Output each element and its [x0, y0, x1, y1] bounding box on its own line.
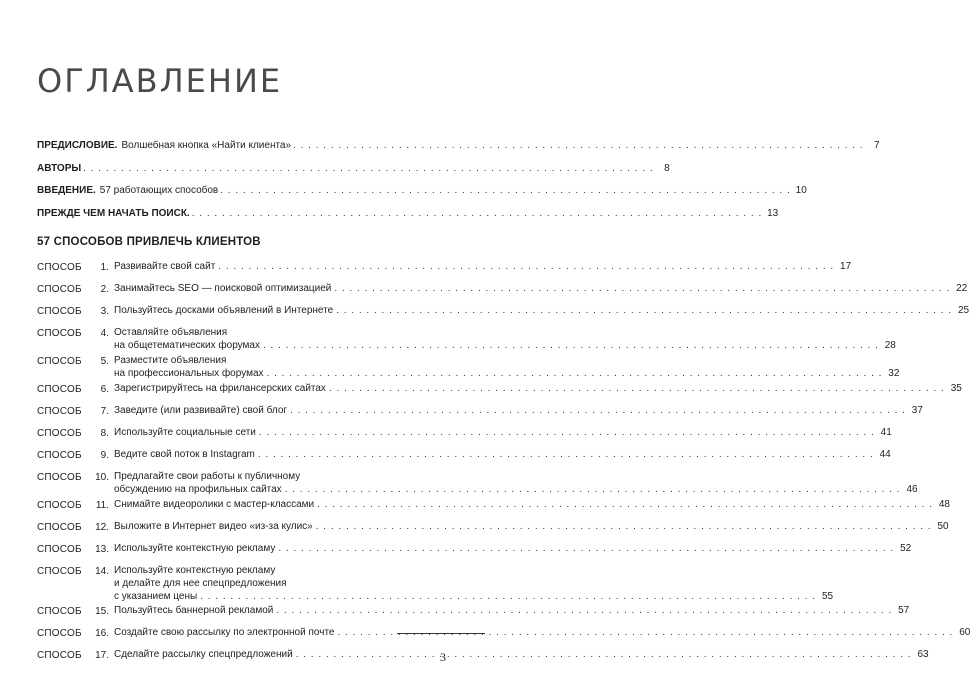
way-text-block	[114, 604, 909, 617]
entry-page-number: 8	[664, 162, 670, 174]
toc-entry-way[interactable]	[37, 282, 968, 304]
way-label: СПОСОБ	[37, 566, 82, 577]
dot-leader	[334, 282, 950, 295]
toc-entry-way[interactable]	[37, 260, 852, 282]
toc-entry-way[interactable]	[37, 448, 891, 470]
way-number: 7.	[100, 406, 109, 417]
way-text-block	[114, 260, 851, 273]
entry-page-number: 35	[950, 383, 962, 394]
way-label: СПОСОБ	[37, 522, 82, 533]
way-text-block	[114, 520, 949, 533]
entry-page-number: 41	[880, 427, 892, 438]
dot-leader	[290, 404, 906, 417]
toc-entry-way[interactable]	[37, 354, 900, 382]
entry-page-number: 63	[917, 649, 929, 660]
footer-divider	[397, 633, 485, 634]
entry-page-number: 44	[879, 449, 891, 460]
toc-entry-way[interactable]	[37, 648, 929, 670]
entry-heading: АВТОРЫ	[37, 162, 82, 174]
way-label: СПОСОБ	[37, 356, 82, 367]
way-title-last-line	[114, 282, 967, 295]
dot-leader	[218, 260, 834, 273]
entry-page-number: 37	[911, 405, 923, 416]
way-text-block	[114, 426, 892, 439]
toc-entry-before-search[interactable]	[37, 207, 779, 231]
way-title-last-line	[114, 367, 899, 380]
entry-page-number: 22	[956, 283, 968, 294]
entry-page-number: 7	[874, 140, 880, 151]
entry-page-number: 48	[938, 499, 950, 510]
way-number: 1.	[100, 262, 109, 273]
toc-entry-way[interactable]	[37, 626, 970, 648]
way-title-last-line	[114, 626, 970, 639]
entry-page-number: 32	[888, 368, 900, 379]
way-title-line: на общетематических форумах	[114, 340, 260, 351]
way-number: 8.	[100, 428, 109, 439]
entry-page-number: 13	[767, 207, 779, 219]
way-label: СПОСОБ	[37, 406, 82, 417]
entry-subtitle: 57 работающих способов	[99, 185, 219, 196]
toc-entry-way[interactable]	[37, 542, 912, 564]
way-title-line: обсуждению на профильных сайтах	[114, 484, 282, 495]
dot-leader	[267, 367, 883, 380]
way-text-block	[114, 326, 896, 352]
way-title-line: Развивайте свой сайт	[114, 261, 216, 272]
way-title-last-line	[114, 382, 962, 395]
entry-page-number: 55	[821, 591, 834, 602]
toc-entry-way[interactable]	[37, 520, 949, 542]
entry-page-number: 10	[795, 185, 807, 196]
way-text-block	[114, 470, 918, 496]
toc-entry-way[interactable]	[37, 470, 918, 498]
dot-leader	[276, 604, 892, 617]
dot-leader	[278, 542, 894, 555]
way-title-last-line	[114, 404, 923, 417]
way-label: СПОСОБ	[37, 650, 82, 661]
way-title-line: Предлагайте свои работы к публичному	[114, 471, 301, 482]
entry-page-number: 50	[937, 521, 949, 532]
way-text-block	[114, 648, 929, 661]
dot-leader	[329, 382, 945, 395]
way-title-last-line	[114, 426, 892, 439]
way-label: СПОСОБ	[37, 500, 82, 511]
way-title-line: Используйте контекстную рекламу	[114, 565, 276, 576]
way-text-block	[114, 354, 899, 380]
way-label: СПОСОБ	[37, 328, 82, 339]
toc-entry-way[interactable]	[37, 426, 892, 448]
way-number: 10.	[95, 472, 109, 483]
way-number: 5.	[100, 356, 109, 367]
way-title-last-line	[114, 448, 891, 461]
entry-heading: ВВЕДЕНИЕ.	[37, 185, 96, 196]
dot-leader	[192, 208, 763, 219]
dot-leader	[317, 498, 933, 511]
way-title-line: Зарегистрируйтесь на фрилансерских сайтах	[114, 383, 326, 394]
way-label: СПОСОБ	[37, 428, 82, 439]
way-title-line: Используйте социальные сети	[114, 427, 256, 438]
way-text-block	[114, 282, 967, 295]
dot-leader	[200, 590, 816, 603]
way-title-last-line	[114, 339, 896, 352]
entry-subtitle: Волшебная кнопка «Найти клиента»	[121, 140, 292, 151]
section-heading: 57 СПОСОБОВ ПРИВЛЕЧЬ КЛИЕНТОВ	[37, 236, 261, 248]
way-title-last-line	[114, 604, 909, 617]
way-label: СПОСОБ	[37, 628, 82, 639]
way-number: 9.	[100, 450, 109, 461]
way-label: СПОСОБ	[37, 384, 82, 395]
way-title-last-line	[114, 260, 851, 273]
dot-leader	[83, 163, 654, 174]
entry-heading: ПРЕЖДЕ ЧЕМ НАЧАТЬ ПОИСК.	[37, 207, 190, 219]
way-title-line: Заведите (или развивайте) свой блог	[114, 405, 288, 416]
way-text-block	[114, 542, 911, 555]
toc-entry-way[interactable]	[37, 604, 910, 626]
way-title-line: и делайте для нее спецпредложения	[114, 578, 287, 589]
entry-page-number: 46	[906, 484, 918, 495]
way-number: 4.	[100, 328, 109, 339]
way-number: 11.	[95, 500, 109, 511]
way-title-last-line	[114, 304, 969, 317]
way-label: СПОСОБ	[37, 472, 82, 483]
way-title-last-line	[114, 498, 950, 511]
dot-leader	[258, 448, 874, 461]
toc-entry-way[interactable]	[37, 498, 950, 520]
way-title-line: Используйте контекстную рекламу	[114, 543, 276, 554]
toc-entry-way[interactable]	[37, 382, 962, 404]
way-title-line: Выложите в Интернет видео «из-за кулис»	[114, 521, 313, 532]
way-number: 13.	[95, 544, 109, 555]
dot-leader	[259, 426, 875, 439]
way-number: 16.	[95, 628, 109, 639]
way-title-last-line	[114, 520, 949, 533]
way-text-block	[114, 404, 923, 417]
way-number: 14.	[95, 566, 109, 577]
way-text-block	[114, 448, 891, 461]
toc-entry-way[interactable]	[37, 564, 834, 604]
way-title-line: на профессиональных форумах	[114, 368, 264, 379]
way-text-block	[114, 498, 950, 511]
ways-list	[37, 260, 970, 670]
way-title-line: Ведите свой поток в Instagram	[114, 449, 255, 460]
entry-heading: ПРЕДИСЛОВИЕ.	[37, 140, 118, 151]
entry-page-number: 57	[898, 605, 910, 616]
way-label: СПОСОБ	[37, 306, 82, 317]
dot-leader	[263, 339, 879, 352]
entry-page-number: 60	[959, 627, 970, 638]
way-title-line: с указанием цены	[114, 591, 198, 602]
toc-entry-authors[interactable]	[37, 162, 670, 186]
way-title-last-line	[114, 483, 918, 496]
toc-entry-way[interactable]	[37, 326, 896, 354]
dot-leader	[285, 483, 901, 496]
toc-entry-introduction[interactable]	[37, 185, 807, 208]
way-text-block	[114, 626, 970, 639]
way-number: 15.	[95, 606, 109, 617]
way-title-line: Создайте свою рассылку по электронной почте	[114, 627, 335, 638]
entry-page-number: 28	[884, 340, 896, 351]
entry-page-number: 25	[957, 305, 970, 316]
page-title: ОГЛАВЛЕНИЕ	[37, 62, 283, 100]
way-label: СПОСОБ	[37, 284, 82, 295]
way-label: СПОСОБ	[37, 606, 82, 617]
way-text-block	[114, 382, 962, 395]
dot-leader	[336, 304, 952, 317]
way-title-line: Занимайтесь SEO — поисковой оптимизацией	[114, 283, 332, 294]
way-number: 2.	[100, 284, 109, 295]
toc-entry-way[interactable]	[37, 304, 970, 326]
toc-entry-way[interactable]	[37, 404, 923, 426]
entry-page-number: 17	[840, 261, 852, 272]
way-title-last-line	[114, 590, 833, 603]
way-title-line: Разместите объявления	[114, 355, 227, 366]
way-label: СПОСОБ	[37, 544, 82, 555]
way-number: 12.	[95, 522, 109, 533]
way-title-last-line	[114, 648, 929, 661]
way-title-last-line	[114, 542, 911, 555]
dot-leader	[316, 520, 932, 533]
page-number: 3	[440, 650, 446, 664]
way-title-line: Пользуйтесь баннерной рекламой	[114, 605, 274, 616]
way-title-line: Снимайте видеоролики с мастер-классами	[114, 499, 315, 510]
way-number: 3.	[100, 306, 109, 317]
way-number: 17.	[95, 650, 109, 661]
entry-page-number: 52	[900, 543, 912, 554]
way-label: СПОСОБ	[37, 262, 82, 273]
way-text-block	[114, 304, 969, 317]
toc-entry-preface[interactable]	[37, 140, 880, 163]
front-matter-list	[37, 140, 880, 230]
way-number: 6.	[100, 384, 109, 395]
dot-leader	[293, 140, 864, 151]
way-text-block	[114, 564, 833, 603]
dot-leader	[220, 185, 791, 196]
way-title-line: Пользуйтесь досками объявлений в Интернете	[114, 305, 334, 316]
way-title-line: Оставляйте объявления	[114, 327, 228, 338]
way-label: СПОСОБ	[37, 450, 82, 461]
way-title-line: Сделайте рассылку спецпредложений	[114, 649, 293, 660]
dot-leader	[296, 648, 912, 661]
